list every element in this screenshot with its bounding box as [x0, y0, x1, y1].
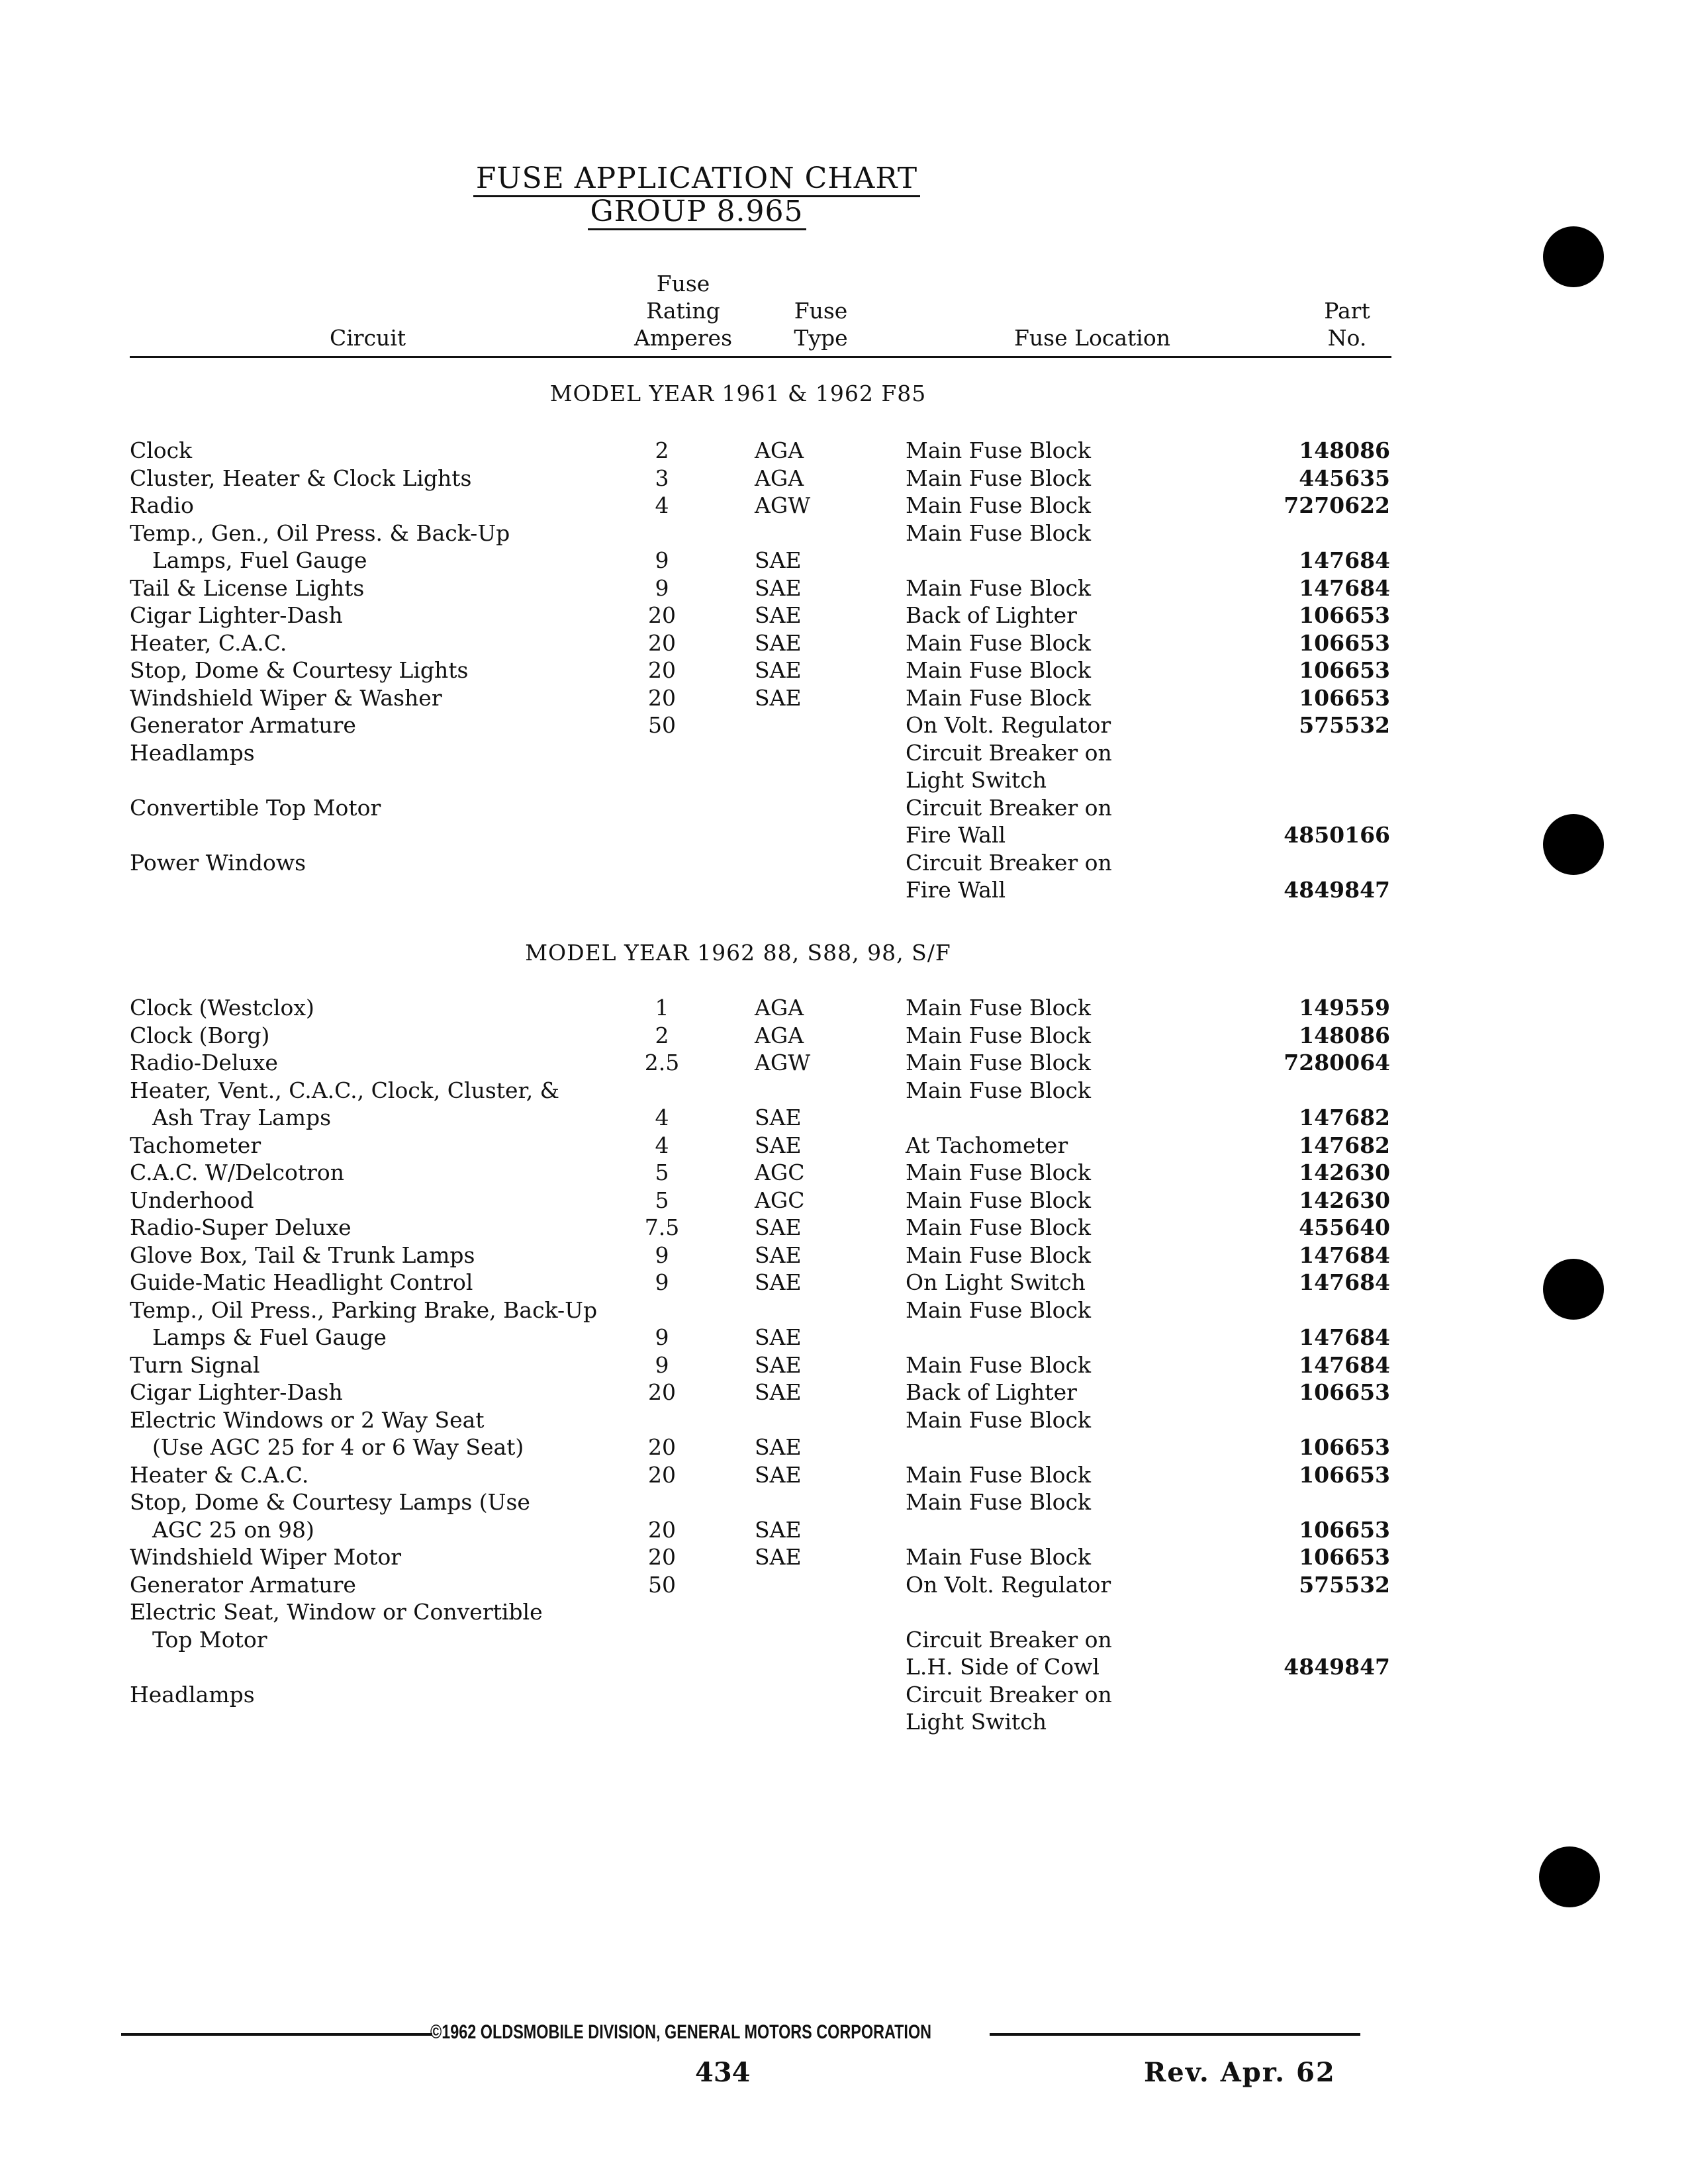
- header-circuit: Circuit: [330, 325, 406, 351]
- fuse-location: Main Fuse Block: [906, 995, 1092, 1021]
- fuse-type: SAE: [755, 1352, 802, 1378]
- fuse-rating-value: 1: [655, 995, 669, 1021]
- circuit-name: Cluster, Heater & Clock Lights: [130, 465, 472, 491]
- fuse-type: AGA: [755, 465, 804, 491]
- part-number: 148086: [1299, 437, 1390, 463]
- fuse-location: Main Fuse Block: [906, 575, 1092, 601]
- fuse-type: AGA: [755, 1023, 804, 1048]
- fuse-location: Main Fuse Block: [906, 1242, 1092, 1268]
- fuse-type: SAE: [755, 1324, 802, 1350]
- circuit-name: Lamps, Fuel Gauge: [152, 547, 367, 573]
- circuit-name: Headlamps: [130, 740, 255, 766]
- fuse-location: Circuit Breaker on: [906, 850, 1112, 876]
- fuse-location: Main Fuse Block: [906, 437, 1092, 463]
- fuse-location: L.H. Side of Cowl: [906, 1654, 1100, 1680]
- circuit-name: Underhood: [130, 1187, 254, 1213]
- fuse-rating-value: 5: [655, 1187, 669, 1213]
- header-part-line: Part: [1324, 298, 1370, 324]
- fuse-type: AGW: [755, 492, 811, 518]
- fuse-type: SAE: [755, 602, 802, 628]
- fuse-rating-value: 20: [648, 657, 676, 683]
- fuse-type: AGA: [755, 995, 804, 1021]
- circuit-name: Cigar Lighter-Dash: [130, 602, 343, 628]
- fuse-location: Fire Wall: [906, 822, 1006, 848]
- fuse-location: On Volt. Regulator: [906, 1572, 1111, 1598]
- part-number: 147684: [1299, 547, 1390, 573]
- circuit-name: Tail & License Lights: [130, 575, 365, 601]
- punch-hole-icon: [1543, 226, 1604, 287]
- circuit-name: Radio-Super Deluxe: [130, 1214, 352, 1240]
- circuit-name: C.A.C. W/Delcotron: [130, 1160, 345, 1185]
- header-part-line: No.: [1327, 325, 1367, 351]
- fuse-location: Main Fuse Block: [906, 492, 1092, 518]
- part-number: 575532: [1299, 712, 1390, 738]
- circuit-name: Turn Signal: [130, 1352, 260, 1378]
- part-number: 106653: [1299, 1544, 1390, 1570]
- fuse-rating-value: 9: [655, 1269, 669, 1295]
- fuse-rating-value: 20: [648, 1379, 676, 1405]
- fuse-location: Main Fuse Block: [906, 1407, 1092, 1433]
- part-number: 142630: [1299, 1187, 1390, 1213]
- header-rating-line: Amperes: [633, 325, 733, 351]
- circuit-name: (Use AGC 25 for 4 or 6 Way Seat): [152, 1434, 524, 1460]
- fuse-location: Main Fuse Block: [906, 685, 1092, 711]
- part-number: 575532: [1299, 1572, 1390, 1598]
- fuse-type: AGC: [755, 1160, 805, 1185]
- circuit-name: Tachometer: [130, 1132, 261, 1158]
- circuit-name: Ash Tray Lamps: [152, 1105, 332, 1130]
- chart-subtitle-text: GROUP 8.965: [588, 195, 806, 230]
- circuit-name: Stop, Dome & Courtesy Lights: [130, 657, 469, 683]
- part-number: 7270622: [1284, 492, 1390, 518]
- circuit-name: Heater & C.A.C.: [130, 1462, 309, 1488]
- fuse-location: Main Fuse Block: [906, 1187, 1092, 1213]
- fuse-location: Circuit Breaker on: [906, 1682, 1112, 1707]
- circuit-name: Electric Windows or 2 Way Seat: [130, 1407, 485, 1433]
- part-number: 4849847: [1284, 1654, 1390, 1680]
- fuse-location: Main Fuse Block: [906, 1077, 1092, 1103]
- circuit-name: Clock (Borg): [130, 1023, 270, 1048]
- circuit-name: Cigar Lighter-Dash: [130, 1379, 343, 1405]
- circuit-name: Temp., Oil Press., Parking Brake, Back-Up: [130, 1297, 598, 1323]
- fuse-location: Main Fuse Block: [906, 657, 1092, 683]
- fuse-rating-value: 50: [648, 1572, 676, 1598]
- fuse-type: SAE: [755, 1105, 802, 1130]
- fuse-rating-value: 4: [655, 1105, 669, 1130]
- circuit-name: Electric Seat, Window or Convertible: [130, 1599, 543, 1625]
- header-location: Fuse Location: [1014, 325, 1170, 351]
- page-number: 434: [695, 2057, 751, 2088]
- part-number: 147684: [1299, 575, 1390, 601]
- header-type-line: Fuse: [794, 298, 848, 324]
- header-part: [1314, 297, 1380, 351]
- fuse-rating-value: 50: [648, 712, 676, 738]
- fuse-rating-value: 20: [648, 630, 676, 656]
- part-number: 106653: [1299, 657, 1390, 683]
- chart-title-text: FUSE APPLICATION CHART: [473, 161, 920, 197]
- header-type-line: Type: [794, 325, 848, 351]
- fuse-type: SAE: [755, 1132, 802, 1158]
- part-number: 7280064: [1284, 1050, 1390, 1075]
- punch-hole-icon: [1543, 1259, 1604, 1320]
- fuse-type: SAE: [755, 657, 802, 683]
- fuse-type: SAE: [755, 1434, 802, 1460]
- fuse-type: SAE: [755, 1269, 802, 1295]
- revision-date: Rev. Apr. 62: [1144, 2057, 1336, 2088]
- fuse-rating-value: 4: [655, 492, 669, 518]
- circuit-name: AGC 25 on 98): [152, 1517, 314, 1543]
- fuse-location: On Light Switch: [906, 1269, 1086, 1295]
- fuse-type: SAE: [755, 1544, 802, 1570]
- header-rule: [130, 356, 1391, 358]
- fuse-type: AGC: [755, 1187, 805, 1213]
- circuit-name: Stop, Dome & Courtesy Lamps (Use: [130, 1489, 530, 1515]
- circuit-name: Radio-Deluxe: [130, 1050, 278, 1075]
- chart-title: [0, 161, 1393, 195]
- circuit-name: Guide-Matic Headlight Control: [130, 1269, 473, 1295]
- header-rating: [630, 270, 736, 351]
- part-number: 147684: [1299, 1269, 1390, 1295]
- part-number: 147682: [1299, 1105, 1390, 1130]
- circuit-name: Generator Armature: [130, 712, 356, 738]
- fuse-rating-value: 5: [655, 1160, 669, 1185]
- fuse-location: Main Fuse Block: [906, 1023, 1092, 1048]
- fuse-location: Circuit Breaker on: [906, 1627, 1112, 1653]
- circuit-name: Windshield Wiper & Washer: [130, 685, 442, 711]
- fuse-location: Fire Wall: [906, 877, 1006, 903]
- fuse-rating-value: 3: [655, 465, 669, 491]
- fuse-location: Circuit Breaker on: [906, 740, 1112, 766]
- part-number: 148086: [1299, 1023, 1390, 1048]
- part-number: 142630: [1299, 1160, 1390, 1185]
- header-rating-line: Rating: [646, 298, 720, 324]
- section-heading: MODEL YEAR 1962 88, S88, 98, S/F: [525, 940, 951, 966]
- part-number: 106653: [1299, 1379, 1390, 1405]
- fuse-rating-value: 2: [655, 1023, 669, 1048]
- circuit-name: Heater, Vent., C.A.C., Clock, Cluster, &: [130, 1077, 560, 1103]
- part-number: 455640: [1299, 1214, 1390, 1240]
- fuse-rating-value: 7.5: [644, 1214, 680, 1240]
- fuse-location: Main Fuse Block: [906, 1297, 1092, 1323]
- fuse-location: Light Switch: [906, 1709, 1047, 1735]
- circuit-name: Windshield Wiper Motor: [130, 1544, 402, 1570]
- circuit-name: Lamps & Fuel Gauge: [152, 1324, 387, 1350]
- punch-hole-icon: [1539, 1846, 1600, 1907]
- part-number: 106653: [1299, 1434, 1390, 1460]
- fuse-location: Main Fuse Block: [906, 1544, 1092, 1570]
- copyright-notice: ©1962 OLDSMOBILE DIVISION, GENERAL MOTORS CORPORATION: [430, 2021, 932, 2043]
- part-number: 106653: [1299, 1462, 1390, 1488]
- part-number: 147682: [1299, 1132, 1390, 1158]
- circuit-name: Temp., Gen., Oil Press. & Back-Up: [130, 520, 510, 546]
- fuse-rating-value: 2: [655, 437, 669, 463]
- circuit-name: Glove Box, Tail & Trunk Lamps: [130, 1242, 475, 1268]
- fuse-rating-value: 9: [655, 1242, 669, 1268]
- part-number: 147684: [1299, 1352, 1390, 1378]
- fuse-location: Main Fuse Block: [906, 1352, 1092, 1378]
- fuse-rating-value: 9: [655, 1324, 669, 1350]
- fuse-location: Light Switch: [906, 767, 1047, 793]
- fuse-rating-value: 20: [648, 685, 676, 711]
- fuse-type: SAE: [755, 1379, 802, 1405]
- fuse-location: Back of Lighter: [906, 1379, 1077, 1405]
- fuse-rating-value: 20: [648, 1517, 676, 1543]
- part-number: 147684: [1299, 1242, 1390, 1268]
- circuit-name: Top Motor: [152, 1627, 267, 1653]
- fuse-location: Main Fuse Block: [906, 1214, 1092, 1240]
- fuse-rating-value: 20: [648, 602, 676, 628]
- chart-subtitle: [0, 195, 1393, 228]
- fuse-location: Main Fuse Block: [906, 1489, 1092, 1515]
- fuse-rating-value: 9: [655, 547, 669, 573]
- fuse-type: SAE: [755, 685, 802, 711]
- part-number: 147684: [1299, 1324, 1390, 1350]
- fuse-type: SAE: [755, 1517, 802, 1543]
- part-number: 445635: [1299, 465, 1390, 491]
- fuse-location: Main Fuse Block: [906, 1050, 1092, 1075]
- fuse-location: Main Fuse Block: [906, 630, 1092, 656]
- fuse-location: Main Fuse Block: [906, 520, 1092, 546]
- part-number: 106653: [1299, 1517, 1390, 1543]
- part-number: 106653: [1299, 630, 1390, 656]
- part-number: 106653: [1299, 602, 1390, 628]
- fuse-location: Main Fuse Block: [906, 1462, 1092, 1488]
- fuse-type: SAE: [755, 547, 802, 573]
- part-number: 106653: [1299, 685, 1390, 711]
- fuse-rating-value: 20: [648, 1434, 676, 1460]
- header-rating-line: Fuse: [656, 271, 710, 296]
- footer-rule-left: [121, 2033, 432, 2036]
- fuse-type: AGA: [755, 437, 804, 463]
- circuit-name: Clock (Westclox): [130, 995, 314, 1021]
- fuse-location: Circuit Breaker on: [906, 795, 1112, 821]
- punch-hole-icon: [1543, 814, 1604, 875]
- fuse-location: At Tachometer: [906, 1132, 1068, 1158]
- fuse-type: SAE: [755, 1242, 802, 1268]
- header-type: [788, 297, 854, 351]
- circuit-name: Convertible Top Motor: [130, 795, 381, 821]
- circuit-name: Headlamps: [130, 1682, 255, 1707]
- fuse-type: AGW: [755, 1050, 811, 1075]
- part-number: 149559: [1299, 995, 1390, 1021]
- fuse-type: SAE: [755, 630, 802, 656]
- footer-rule-right: [990, 2033, 1360, 2036]
- fuse-type: SAE: [755, 1214, 802, 1240]
- fuse-type: SAE: [755, 575, 802, 601]
- part-number: 4850166: [1284, 822, 1390, 848]
- circuit-name: Heater, C.A.C.: [130, 630, 287, 656]
- part-number: 4849847: [1284, 877, 1390, 903]
- fuse-location: Main Fuse Block: [906, 1160, 1092, 1185]
- fuse-rating-value: 9: [655, 575, 669, 601]
- fuse-rating-value: 20: [648, 1462, 676, 1488]
- fuse-location: On Volt. Regulator: [906, 712, 1111, 738]
- fuse-rating-value: 2.5: [644, 1050, 680, 1075]
- section-heading: MODEL YEAR 1961 & 1962 F85: [549, 381, 927, 406]
- fuse-location: Back of Lighter: [906, 602, 1077, 628]
- fuse-location: Main Fuse Block: [906, 465, 1092, 491]
- circuit-name: Radio: [130, 492, 194, 518]
- circuit-name: Generator Armature: [130, 1572, 356, 1598]
- circuit-name: Power Windows: [130, 850, 306, 876]
- fuse-rating-value: 9: [655, 1352, 669, 1378]
- fuse-rating-value: 4: [655, 1132, 669, 1158]
- fuse-type: SAE: [755, 1462, 802, 1488]
- circuit-name: Clock: [130, 437, 193, 463]
- fuse-rating-value: 20: [648, 1544, 676, 1570]
